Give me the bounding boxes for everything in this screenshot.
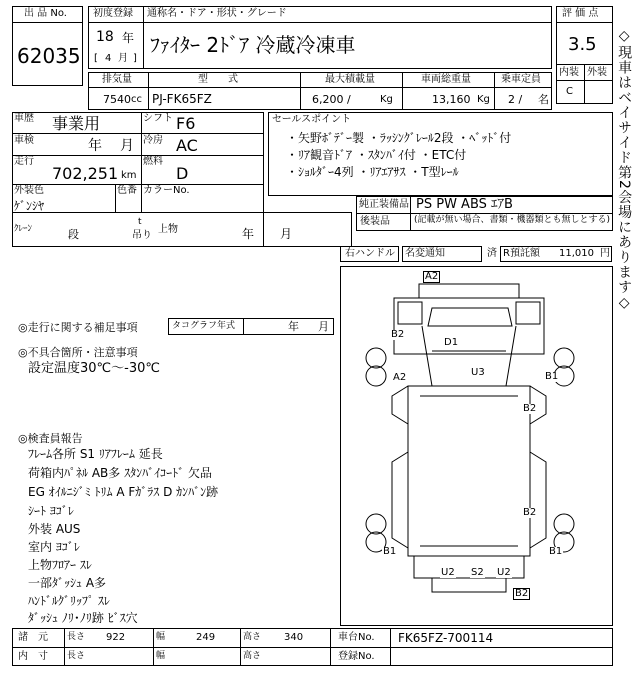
first-reg-label: 初度登録: [93, 8, 133, 19]
capacity: 2 /: [508, 93, 523, 106]
inner-dims-label: 内 寸: [18, 651, 48, 662]
damage-mark: D1: [444, 337, 459, 348]
shift: F6: [176, 114, 196, 133]
color-code-label: 色番: [117, 185, 137, 196]
chassis-label: 車台No.: [338, 632, 375, 643]
displacement-label: 排気量: [102, 74, 132, 85]
damage-mark: A2: [425, 271, 439, 282]
driving-notes-label: ◎走行に関する補足事項: [18, 321, 138, 334]
interior-label: 内装: [559, 67, 579, 78]
reg-year: 18: [96, 29, 114, 45]
damage-mark: A2: [393, 372, 407, 383]
fuel-label: 燃料: [143, 156, 163, 167]
reg-label: 登録No.: [338, 651, 375, 662]
type-label: 型 式: [198, 74, 238, 85]
recycle-prefix: 済: [487, 248, 497, 259]
ac: AC: [176, 136, 198, 155]
inner-length-label: 長さ: [67, 651, 86, 661]
max-load-label: 最大積載量: [325, 74, 375, 85]
grade-label: 評 価 点: [562, 8, 599, 19]
recycle-amount: 11,010: [559, 248, 594, 259]
inspector-line: ﾊﾝﾄﾞﾙｸﾞﾘｯﾌﾟ ｽﾚ: [28, 594, 110, 608]
upper-year: 年: [242, 227, 255, 241]
crane-label: ｸﾚｰﾝ: [14, 224, 33, 234]
name-change-label: 名変通知: [405, 248, 445, 259]
capacity-unit: 名: [538, 93, 549, 106]
damage-mark: B2: [391, 329, 405, 340]
tacho-label: タコグラフ年式: [172, 321, 236, 331]
max-load-unit: Kg: [380, 94, 393, 105]
damage-mark: U3: [471, 367, 485, 378]
mileage: 702,251: [52, 164, 119, 183]
damage-mark: S2: [471, 567, 484, 578]
damage-mark: B1: [545, 371, 559, 382]
fuel: D: [176, 164, 189, 183]
interior-grade: C: [566, 86, 573, 97]
upper-month: 月: [280, 227, 293, 241]
height: 340: [284, 632, 304, 643]
inspector-label: ◎検査員報告: [18, 432, 83, 445]
sales-line: ・矢野ﾎﾞﾃﾞｰ製 ・ﾗｯｼﾝｸﾞﾚｰﾙ2段 ・ﾍﾞｯﾄﾞ付: [286, 131, 512, 145]
aftermarket-label: 後装品: [360, 216, 390, 227]
tacho-month: 月: [318, 320, 329, 333]
inspector-line: 外装 AUS: [28, 522, 81, 536]
damage-mark: U2: [497, 567, 511, 578]
inspector-line: ﾌﾚｰﾑ各所 S1 ﾘｱﾌﾚｰﾑ 延長: [28, 447, 163, 461]
displacement: 7540: [103, 93, 131, 106]
damage-mark: B2: [523, 403, 537, 414]
score-value: 3.5: [568, 34, 597, 55]
height-label: 高さ: [243, 632, 262, 642]
history: 事業用: [52, 114, 101, 133]
inspector-line: EG ｵｲﾙﾆｼﾞﾐ ﾄﾘﾑ A Fｶﾞﾗｽ D ｶﾝﾊﾞﾝ跡: [28, 485, 219, 499]
gross-weight: 13,160: [432, 93, 471, 106]
reg-month: 4: [105, 53, 112, 64]
recycle-unit: 円: [600, 248, 610, 259]
damage-mark: B2: [515, 588, 529, 599]
model-label: 通称名・ドア・形状・グレード: [147, 8, 287, 19]
dims-label: 諸 元: [18, 632, 48, 643]
tacho-year: 年: [288, 320, 299, 333]
inspector-line: 上物ﾌﾛｱｰ ｽﾚ: [28, 558, 92, 572]
inspector-line: ﾀﾞｯｼｭ ﾉﾘ･ﾉﾘ跡 ﾋﾞｽ穴: [28, 611, 138, 625]
damage-mark: B1: [383, 546, 397, 557]
upper-label: 上物: [158, 224, 178, 235]
equipment-items: PS PW ABS ｴｱB: [416, 197, 513, 212]
defects-text: 設定温度30℃～-30℃: [28, 361, 160, 376]
defects-label: ◎不具合箇所・注意事項: [18, 346, 138, 359]
crane-ton: 吊り: [132, 230, 152, 241]
gross-weight-unit: Kg: [477, 94, 490, 105]
shift-label: シフト: [143, 113, 173, 124]
venue-note: ◇現車はベイサイド第2会場にあります◇: [616, 28, 633, 312]
lot-number: 62035: [17, 44, 81, 68]
mileage-unit: km: [121, 170, 137, 181]
crane-ton-top: t: [138, 217, 142, 227]
color: ｹﾞﾝｼﾔ: [14, 199, 45, 213]
color-no-label: カラーNo.: [143, 185, 190, 196]
chassis-number: FK65FZ-700114: [398, 631, 494, 645]
width-label: 幅: [156, 632, 166, 642]
damage-mark: B1: [549, 546, 563, 557]
lot-label: 出 品 No.: [24, 8, 67, 19]
steering: 右ハンドル: [345, 248, 395, 259]
aftermarket-note: (記載が無い場合、書類・機器類とも無しとする): [414, 215, 611, 225]
ac-label: 冷房: [143, 135, 163, 146]
exterior-label: 外装: [587, 67, 607, 78]
inner-height-label: 高さ: [243, 651, 262, 661]
inspection-year: 年: [88, 138, 102, 154]
inspector-line: 室内 ﾖｺﾞﾚ: [28, 540, 80, 554]
length: 922: [106, 632, 126, 643]
inspection-month: 月: [120, 138, 134, 154]
reg-month-unit: 月: [118, 53, 128, 64]
color-label: 外装色: [14, 185, 44, 196]
width: 249: [196, 632, 216, 643]
sales-line: ・ﾘｱ観音ﾄﾞｱ ・ｽﾀﾝﾊﾞｲ付 ・ETC付: [286, 148, 467, 162]
crane-stage: 段: [68, 228, 79, 241]
inspection-label: 車検: [14, 135, 34, 146]
sales-label: セールスポイント: [272, 114, 352, 125]
inner-width-label: 幅: [156, 651, 166, 661]
sales-line: ・ｼｮﾙﾀﾞｰ4列 ・ﾘｱｴｱｻｽ ・T型ﾚｰﾙ: [286, 165, 459, 179]
damage-mark: B2: [523, 507, 537, 518]
displacement-unit: cc: [131, 94, 142, 105]
max-load: 6,200 /: [312, 93, 351, 106]
gross-weight-label: 車両総重量: [421, 74, 471, 85]
length-label: 長さ: [67, 632, 86, 642]
inspector-line: 一部ﾀﾞｯｼｭ A多: [28, 576, 107, 590]
capacity-label: 乗車定員: [501, 74, 541, 85]
equipment-label: 純正装備品: [359, 199, 409, 210]
reg-year-unit: 年: [122, 31, 135, 45]
type-code: PJ-FK65FZ: [152, 92, 212, 106]
damage-mark: U2: [441, 567, 455, 578]
history-label: 車歴: [14, 113, 34, 124]
mileage-label: 走行: [14, 156, 34, 167]
model-name: ﾌｧｲﾀｰ 2ﾄﾞｱ 冷蔵冷凍車: [150, 33, 356, 57]
inspector-line: 荷箱内ﾊﾟﾈﾙ AB多 ｽﾀﾝﾊﾞｲｺｰﾄﾞ 欠品: [28, 466, 212, 480]
inspector-line: ｼｰﾄ ﾖｺﾞﾚ: [28, 504, 74, 518]
recycle-label: R預託額: [503, 248, 540, 259]
